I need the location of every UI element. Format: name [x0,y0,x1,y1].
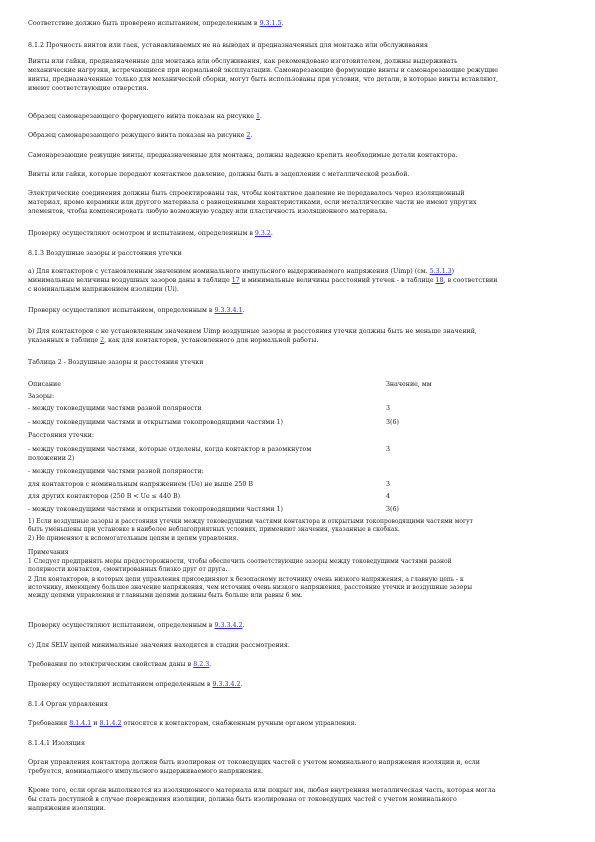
table-cell: 3(6) [386,506,399,513]
paragraph-figure-1-ref [28,112,566,121]
table-cell: - между токоведущими частями разной полярности [28,405,202,412]
paragraph-line: Орган управления контактора должен быть изолирован от токоведущих частей с учетом номинального напряжения изоляции и, если [28,759,480,766]
link-8-2-3[interactable]: 8.2.3 [193,661,210,668]
link-9-3-3-4-2[interactable]: 9.3.3.4.2 [212,681,241,688]
table-cell: 3 [386,481,391,488]
paragraph-line: Кроме того, если орган выполняется из изоляционного материала или покрыт им, любая внутренняя металлическая часть, которая могла [28,787,496,794]
table-cell: - между токоведущими частями и открытыми токопроводящими частями 1) [28,506,283,513]
paragraph-text: и минимальные величины расстояний утечек - в таблице [239,277,436,284]
paragraph-verification-9-3-3-4-1 [28,306,566,315]
paragraph-line [28,276,566,285]
link-table-2[interactable]: 2 [100,337,105,344]
paragraph-text: а) Для контакторов с установленным значением номинального импульсного выдерживаемого напряжения (Uimp) (см. [28,268,430,275]
paragraph-text: , как для контакторов, установленного для нормальной работы. [104,337,319,344]
table-cell-line: положении 2) [28,455,75,463]
section-heading-8-1-4-1: 8.1.4.1 Изоляция [28,740,85,747]
section-heading-8-1-2: 8.1.2 Прочность винтов или гаек, устанавливаемых не на выводах и предназначенных для монтажа или обслуживания [28,42,429,49]
table-row [28,480,568,490]
paragraph-verification-9-3-3-4-2-b [28,680,566,689]
link-5-3-1-3[interactable]: 5.3.1.3 [429,268,452,275]
paragraph-text: Требования по электрическим свойствам даны в [28,661,194,668]
paragraph-text: указанных в таблице [28,337,101,344]
table-note: источнику, имеющему большее значение напряжения, чем источник очень низкого напряжения, расстояние утечки и воздушные зазоры [28,584,472,591]
table-row [28,418,568,428]
table-footnote: 2) Не применяют к вспомогательным цепям и цепям управления. [28,535,239,542]
paragraph-line: Электрические соединения должны быть спроектированы так, чтобы контактное давление не передавалось через изоляционный [28,190,465,197]
link-table-18[interactable]: 18 [435,277,444,284]
table-footnote: 1) Если воздушные зазоры и расстояния утечки между токоведущими частями контактора и открытыми токопроводящими частями могут [28,518,473,525]
paragraph-line: имеют соответствующие отверстия. [28,85,149,92]
paragraph-line: механические нагрузки, встречающиеся при нормальной эксплуатации. Самонарезающие формующие винты и самонарезающие режущие [28,67,499,74]
table-note: 2 Для контакторов, в которых цепи управления присоединяют к безопасному источнику очень низкого напряжения, а главную цепь - к [28,576,464,583]
link-9-3-2[interactable]: 9.3.2 [254,230,271,237]
paragraph-text: ) [451,268,455,275]
paragraph-text: Проверку осуществляют осмотром и испытанием, определенным в [28,230,255,237]
paragraph-text: , в соответствии [443,277,498,284]
paragraph-verification-9-3-2 [28,229,566,238]
link-9-3-3-4-2[interactable]: 9.3.3.4.2 [214,622,243,629]
table-cell [28,445,378,464]
paragraph-text: . [242,307,245,314]
paragraph-line [28,336,566,345]
table-footnote: быть уменьшены при установке в наиболее неблагоприятных условиях, применяют значения, указанные в скобках. [28,526,400,533]
table-cell-line: - между токоведущими частями, которые отделены, когда контактор в разомкнутом [28,446,312,453]
column-header-value: Значение, мм [386,381,432,388]
table-cell: 3(6) [386,419,399,426]
paragraph-line: Винты или гайки, предназначенные для монтажа или обслуживания, как рекомендовано изготовителем, должны выдерживать [28,58,458,65]
paragraph-text: и [91,720,100,727]
table-note: между цепями управления и главными цепями должны быть больше или равны 6 мм. [28,592,303,599]
paragraph-text: . [242,622,245,629]
table-cell: - между токоведущими частями и открытыми токопроводящими частями 1) [28,419,283,426]
paragraph-text: минимальные величины воздушных зазоров даны в таблице [28,277,232,284]
paragraph-text: . [250,132,253,139]
paragraph-text: относятся к контакторам, снабженным ручным органом управления. [121,720,357,727]
paragraph-text: . [270,230,273,237]
section-heading-8-1-4: 8.1.4 Орган управления [28,701,108,708]
section-heading-8-1-3: 8.1.3 Воздушные зазоры и расстояния утечки [28,250,182,257]
link-8-1-4-1[interactable]: 8.1.4.1 [69,720,92,727]
paragraph-line: напряжения изоляции. [28,805,106,812]
paragraph-line: элементов, чтобы компенсировать любую возможную усадку или пластичность изоляционного материала. [28,208,388,215]
paragraph-requirements-8-1-4 [28,719,566,728]
table-cell: 3 [386,446,391,453]
table-cell: 4 [386,493,391,500]
notes-title: Примечания [28,549,69,556]
table-cell: 3 [386,405,391,412]
paragraph-text: . [260,113,263,120]
paragraph-text: Проверку осуществляют испытанием определенным в [28,681,213,688]
link-figure-1[interactable]: 1 [256,113,261,120]
link-table-17[interactable]: 17 [231,277,240,284]
paragraph-self-tapping-screws: Самонарезающие режущие винты, предназначенные для монтажа, должны надежно крепить необходимые детали контактора. [28,152,458,159]
paragraph-item-c: с) Для SELV цепей минимальные значения находятся в стадии рассмотрения. [28,642,290,649]
table-row [28,467,568,477]
table-row [28,445,568,465]
table-cell: для других контакторов (250 В < Ue ≤ 440 В) [28,493,181,500]
paragraph-text: Проверку осуществляют испытанием, определенным в [28,622,215,629]
paragraph-text: . [209,661,212,668]
paragraph-contact-pressure: Винты или гайки, которые передают контактное давление, должны быть в зацеплении с металлической резьбой. [28,171,410,178]
paragraph-text: Проверку осуществляют испытанием, определенным в [28,307,215,314]
paragraph-line: винты, предназначенные только для механической сборки, могут быть использованы при условии, что детали, в которые винты вставляют, [28,76,499,83]
paragraph-text: Соответствие должно быть проверено испытанием, определенным в [28,20,260,27]
paragraph-text: Образец самонарезающего режущего винта показан на рисунке [28,132,247,139]
paragraph-verification-9-3-1-5 [28,19,566,28]
column-header-description: Описание [28,381,61,388]
table-cell: - между токоведущими частями разной полярности: [28,468,204,475]
table-note: 1 Следует предпринять меры предосторожности, чтобы обеспечить соответствующие зазоры между токоведущими частями разной [28,558,452,565]
table-cell: Расстояния утечки: [28,432,94,439]
link-9-3-3-4-1[interactable]: 9.3.3.4.1 [214,307,243,314]
paragraph-figure-2-ref [28,131,566,140]
table-note: полярности контактов, смонтированных близко друг от друга. [28,566,228,573]
paragraph-line: требуется, номинального импульсного выдерживаемого напряжения. [28,768,264,775]
paragraph-text: . [240,681,243,688]
paragraph-text: . [281,20,284,27]
table-row [28,404,568,414]
table-header-row [28,380,568,390]
table-row [28,505,568,515]
paragraph-line [28,267,566,276]
table-row [28,431,568,441]
table-caption: Таблица 2 - Воздушные зазоры и расстояния утечки [28,359,204,366]
paragraph-text: Образец самонарезающего формующего винта показан на рисунке [28,113,256,120]
paragraph-line: бы стать доступной в случае повреждения изоляции, должна быть изолирована от токоведущих частей с учетом номинального [28,796,457,803]
paragraph-electrical-properties [28,660,566,669]
paragraph-line: b) Для контакторов с не установленным значением Uimp воздушные зазоры и расстояния утечки должны быть не меньше значений, [28,328,477,335]
link-8-1-4-2[interactable]: 8.1.4.2 [99,720,122,727]
table-cell: для контакторов с номинальным напряжением (Ue) не выше 250 В [28,481,254,488]
table-cell: Зазоры: [28,393,55,400]
paragraph-text: Требования [28,720,70,727]
paragraph-line: материал, кроме керамики или другого материала с равноценными характеристиками, если металлические части не имеют упругих [28,199,477,206]
link-9-3-1-5[interactable]: 9.3.1.5 [259,20,282,27]
link-figure-2[interactable]: 2 [246,132,251,139]
paragraph-line: с номинальным напряжением изоляции (Ui). [28,286,179,293]
paragraph-verification-9-3-3-4-2 [28,621,566,630]
table-row [28,492,568,502]
table-row [28,392,568,402]
